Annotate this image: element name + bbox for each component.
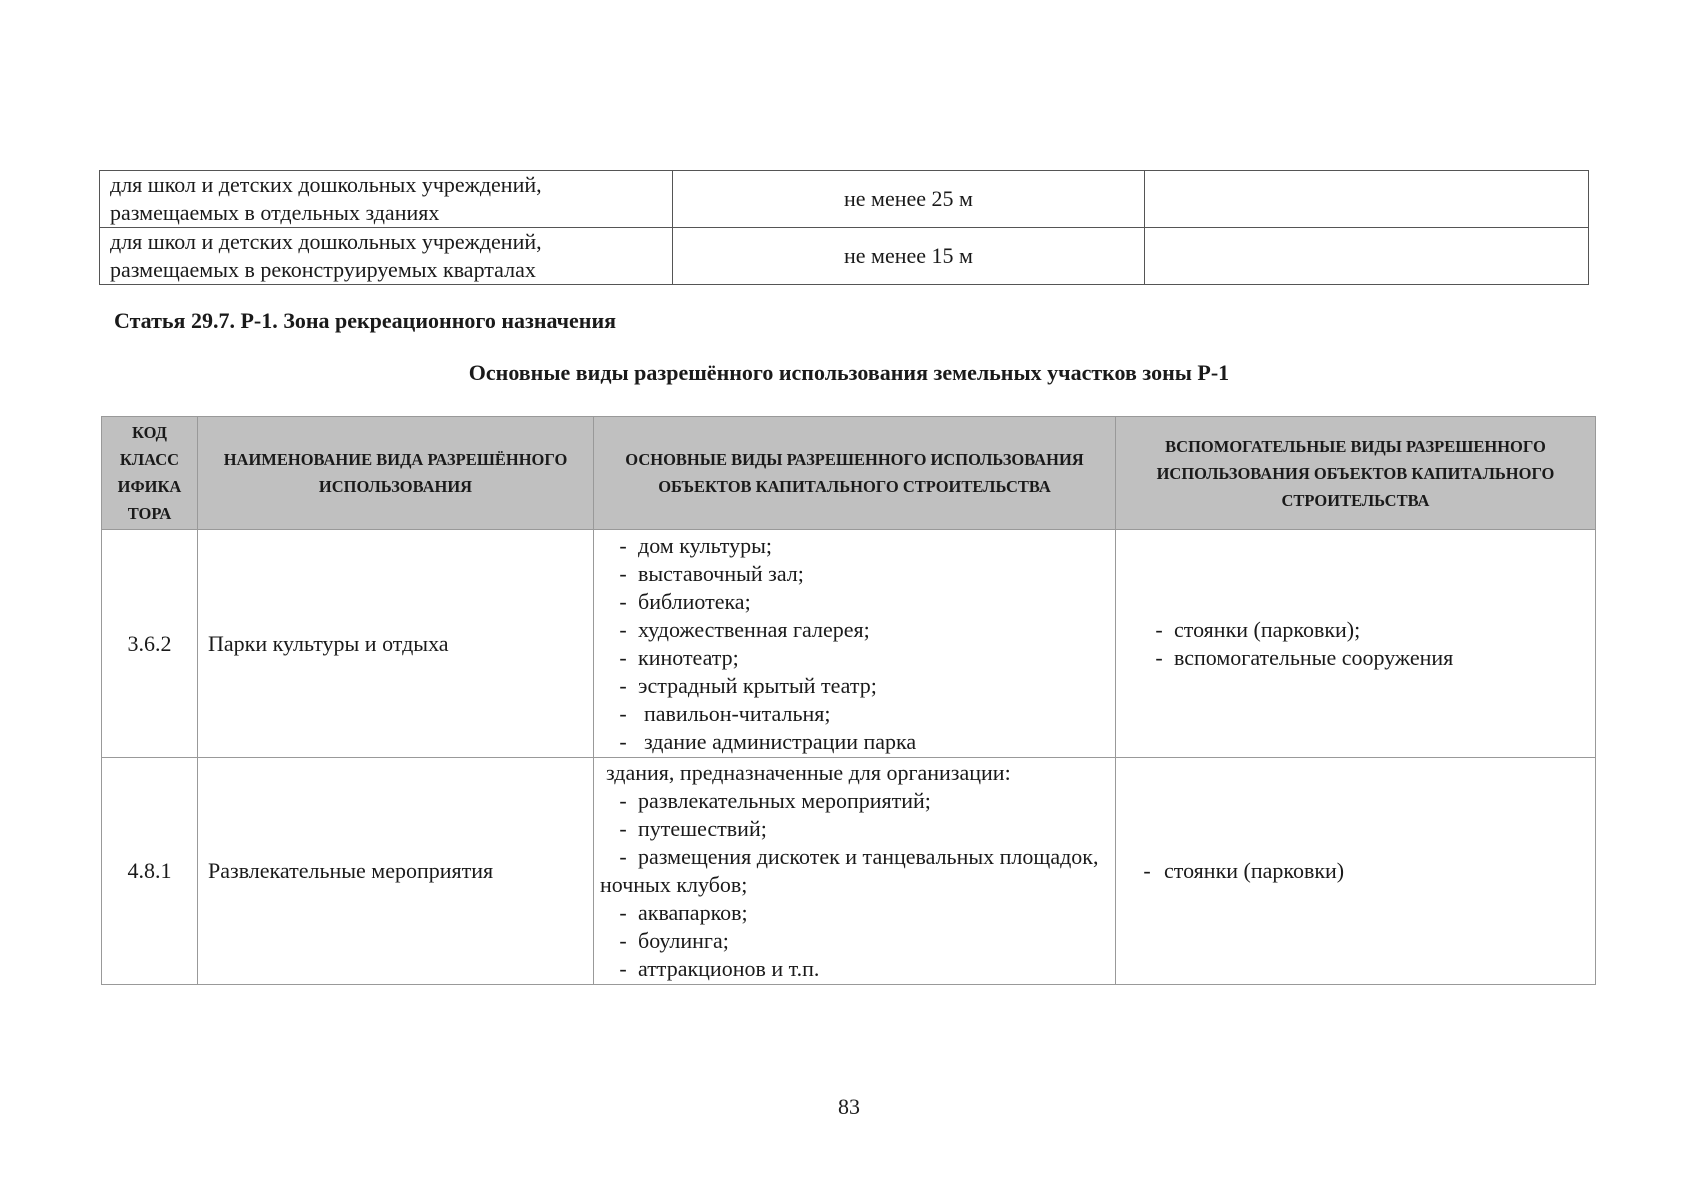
dash-marker: - [619, 844, 627, 869]
list-item [600, 616, 1109, 644]
dash-marker: - [1155, 616, 1163, 642]
dash-marker: - [619, 588, 627, 614]
list-item-text: художественная галерея; [638, 616, 870, 642]
list-item-text: путешествий; [638, 816, 767, 841]
list-item [600, 644, 1109, 672]
dash-marker: - [619, 700, 627, 726]
list-item-text: аттракционов и т.п. [638, 956, 820, 981]
main-uses-cell [594, 530, 1116, 758]
table-row [102, 530, 1596, 758]
list-item-text: эстрадный крытый театр; [638, 672, 877, 698]
list-item-text: здание администрации парка [644, 728, 917, 754]
header-aux-uses: ВСПОМОГАТЕЛЬНЫЕ ВИДЫ РАЗРЕШЕННОГО ИСПОЛЬЗОВАНИЯ ОБЪЕКТОВ КАПИТАЛЬНОГО СТРОИТЕЛЬСТВА [1116, 417, 1596, 530]
page-number: 83 [838, 1094, 860, 1119]
table-cell-note [1145, 171, 1589, 228]
aux-uses-list [1136, 616, 1594, 672]
list-item-text: кинотеатр; [638, 644, 739, 670]
main-uses-list [600, 532, 1109, 756]
list-item-text: павильон-читальня; [644, 700, 831, 726]
list-item [600, 815, 1109, 843]
list-item [600, 927, 1109, 955]
dash-marker: - [619, 956, 627, 981]
list-item [1136, 616, 1594, 644]
dash-marker: - [619, 900, 627, 925]
dash-marker: - [619, 788, 627, 813]
table-row [102, 758, 1596, 985]
table-row [100, 228, 1589, 285]
list-item-text: боулинга; [638, 928, 729, 953]
list-item-text: выставочный зал; [638, 560, 804, 586]
list-item-text: размещения дискотек и танцевальных площадок, ночных клубов; [600, 844, 1099, 897]
list-item [600, 899, 1109, 927]
table-cell-value: не менее 15 м [673, 228, 1145, 285]
list-item [600, 700, 1109, 728]
list-item-text: стоянки (парковки); [1174, 616, 1361, 642]
classifier-code: 3.6.2 [102, 530, 198, 758]
list-item [1136, 857, 1594, 885]
article-title: Статья 29.7. Р-1. Зона рекреационного назначения [114, 308, 617, 333]
dash-marker: - [619, 644, 627, 670]
list-item [600, 588, 1109, 616]
header-code: КОД КЛАСС ИФИКА ТОРА [102, 417, 198, 530]
list-item-text: вспомогательные сооружения [1174, 644, 1454, 670]
list-item [600, 955, 1109, 983]
dash-marker: - [619, 616, 627, 642]
list-item [600, 532, 1109, 560]
dash-marker: - [619, 560, 627, 586]
header-main-uses: ОСНОВНЫЕ ВИДЫ РАЗРЕШЕННОГО ИСПОЛЬЗОВАНИЯ ОБЪЕКТОВ КАПИТАЛЬНОГО СТРОИТЕЛЬСТВА [594, 417, 1116, 530]
table-cell-note [1145, 228, 1589, 285]
table-cell-condition: для школ и детских дошкольных учреждений, размещаемых в реконструируемых кварталах [100, 228, 673, 285]
table-row [100, 171, 1589, 228]
dash-marker: - [619, 672, 627, 698]
list-item-text: дом культуры; [638, 532, 772, 558]
dash-marker: - [1143, 858, 1151, 883]
table-cell-condition: для школ и детских дошкольных учреждений, размещаемых в отдельных зданиях [100, 171, 673, 228]
list-item [600, 728, 1109, 756]
list-item-text: развлекательных мероприятий; [638, 788, 931, 813]
list-item [600, 843, 1109, 899]
table-cell-value: не менее 25 м [673, 171, 1145, 228]
setback-table [99, 170, 1589, 285]
list-item [600, 560, 1109, 588]
list-item [1136, 644, 1594, 672]
table-header-row [102, 417, 1596, 530]
main-uses-list [600, 787, 1109, 983]
dash-marker: - [619, 728, 627, 754]
zoning-uses-table [101, 416, 1596, 985]
list-item-text: аквапарков; [638, 900, 748, 925]
list-item-text: стоянки (парковки) [1164, 858, 1345, 883]
list-item-text: библиотека; [638, 588, 751, 614]
list-item [600, 787, 1109, 815]
main-uses-intro: здания, предназначенные для организации: [606, 760, 1011, 785]
section-title: Основные виды разрешённого использования земельных участков зоны Р-1 [468, 360, 1230, 385]
dash-marker: - [1155, 644, 1163, 670]
main-uses-cell [594, 758, 1116, 985]
dash-marker: - [619, 928, 627, 953]
dash-marker: - [619, 532, 627, 558]
classifier-code: 4.8.1 [102, 758, 198, 985]
dash-marker: - [619, 816, 627, 841]
aux-uses-list [1136, 857, 1594, 885]
aux-uses-cell [1116, 758, 1596, 985]
header-name: НАИМЕНОВАНИЕ ВИДА РАЗРЕШЁННОГО ИСПОЛЬЗОВАНИЯ [198, 417, 594, 530]
use-name: Парки культуры и отдыха [198, 530, 594, 758]
use-name: Развлекательные мероприятия [198, 758, 594, 985]
aux-uses-cell [1116, 530, 1596, 758]
list-item [600, 672, 1109, 700]
